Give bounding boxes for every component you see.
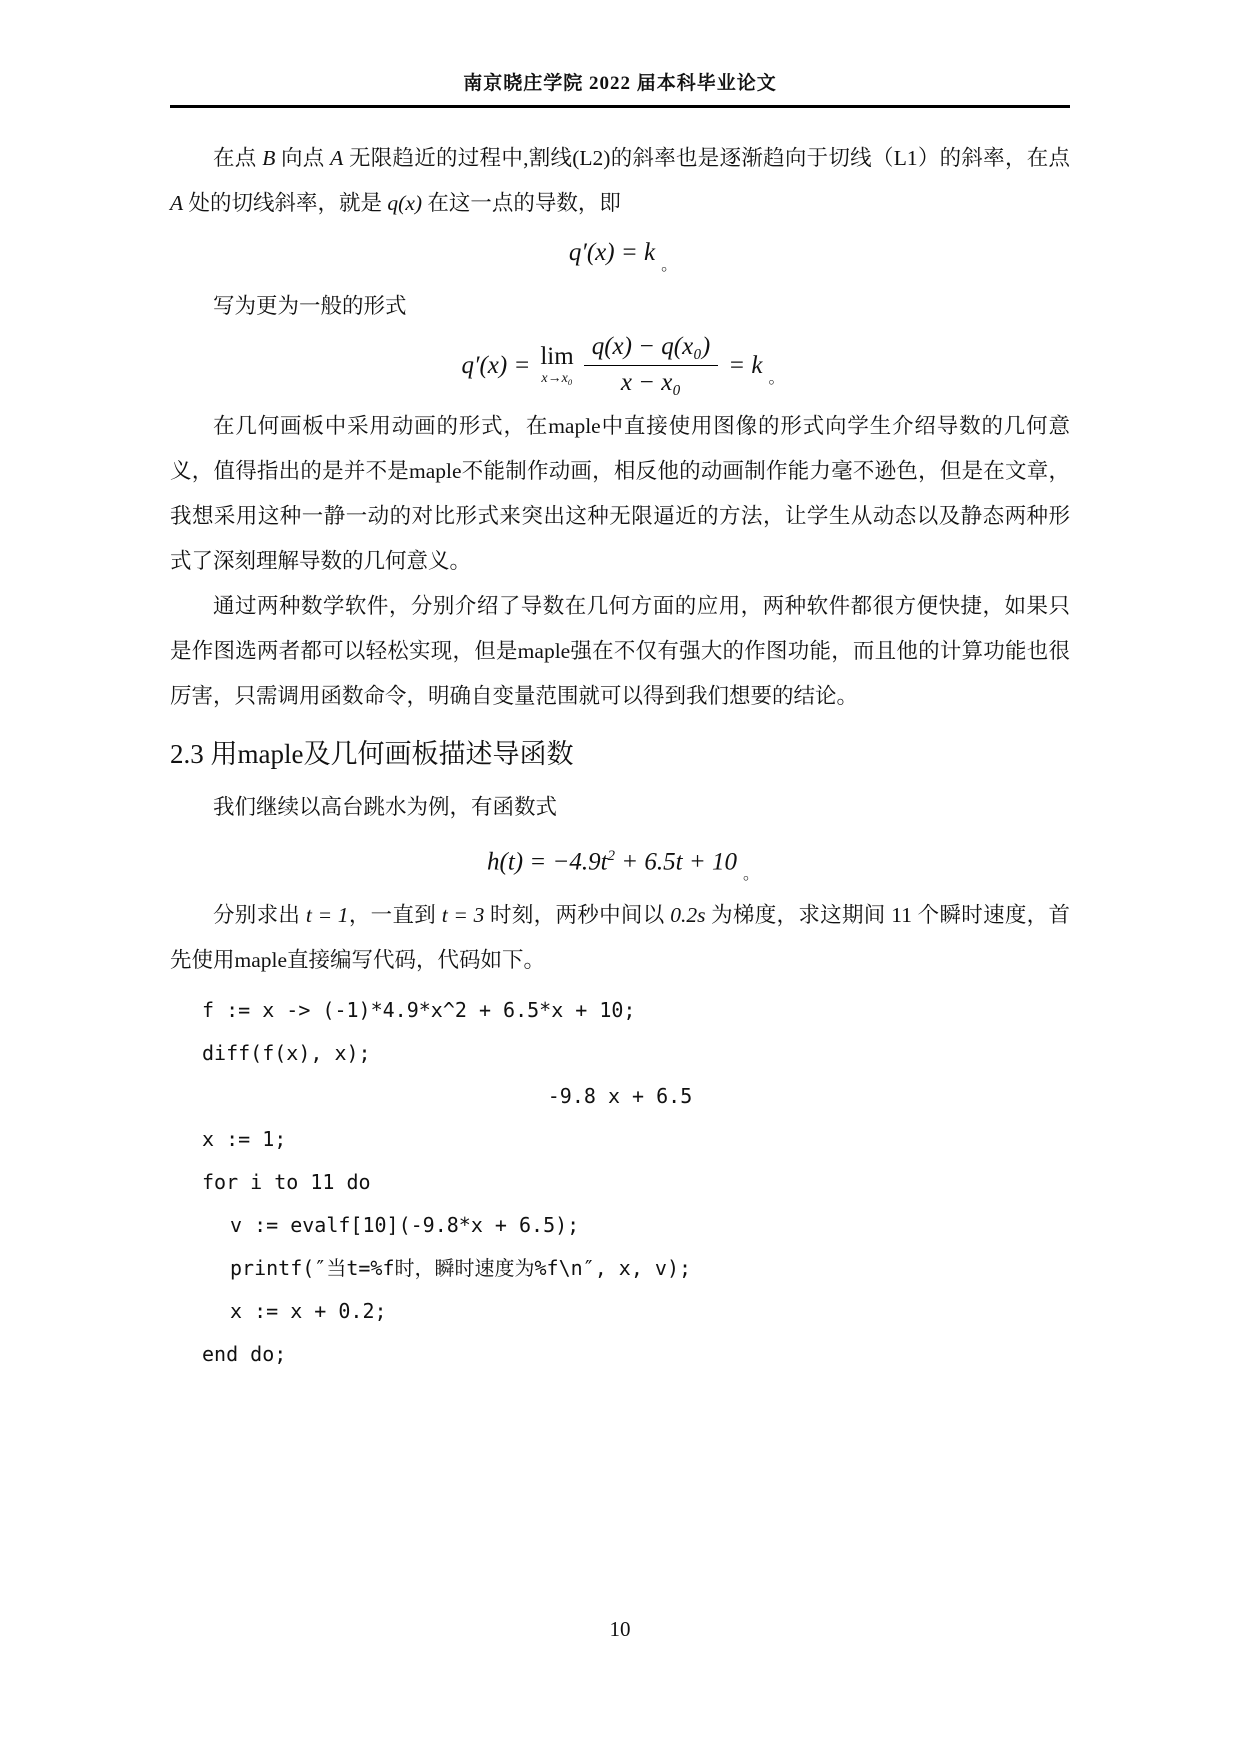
limit-subscript: x→x₀ [541,371,573,387]
paragraph-instantaneous-speed [170,893,1070,983]
formula-derivative-equals-k [170,230,1070,278]
math-inline-B: B [262,146,276,170]
formula-period: 。 [768,369,785,387]
code-line-evalf: v := evalf[10](-9.8*x + 6.5); [230,1212,580,1237]
formula-rhs: = k [728,351,763,379]
formula-period: 。 [661,257,678,274]
limit-block [540,344,573,386]
text-run: 在这一点的导数，即 [422,191,621,215]
code-output-derivative: -9.8 x + 6.5 [547,1083,693,1108]
code-line-for-loop: for i to 11 do [202,1169,371,1194]
text-run: 向点 [275,146,331,170]
formula-lhs: q′(x) = [461,351,531,379]
code-line-diff: diff(f(x), x); [202,1040,371,1065]
math-inline-A: A [330,146,344,170]
page-header [0,0,1240,108]
formula-expression: q′(x) = k [568,239,656,266]
formula-period: 。 [742,865,759,883]
limit-word: lim [540,343,574,371]
paragraph-diving-example: 我们继续以高台跳水为例，有函数式 [213,794,558,819]
text-run: 时刻，两秒中间以 [484,902,671,927]
fraction [584,333,719,398]
text-run: 为梯度，求这期间 11 个瞬时速度，首先使用maple直接编写代码，代码如下。 [170,902,1070,972]
page-number: 10 [609,1617,631,1641]
text-run: 处的切线斜率，就是 [183,191,388,215]
code-line-x-init: x := 1; [202,1126,287,1151]
code-line-end-do: end do; [202,1341,287,1366]
text-run: 无限趋近的过程中,割线(L2)的斜率也是逐渐趋向于切线（L1）的斜率，在点 [343,146,1070,170]
formula-limit-definition [170,333,1070,398]
formula-post: + 6.5t + 10 [615,847,737,875]
paragraph-derivative-intro [170,136,1070,226]
text-run: 分别求出 [213,902,306,927]
code-line-printf: printf(″当t=%f时，瞬时速度为%f\n″, x, v); [230,1255,692,1280]
text-run: ，一直到 [348,902,442,927]
math-inline-qx: q(x) [387,191,423,215]
formula-pre: h(t) = −4.9t [487,847,608,875]
math-inline-02s: 0.2s [670,902,706,927]
header-title: 南京晓庄学院 2022 届本科毕业论文 [463,73,777,94]
maple-code-block [170,989,1070,1376]
page-content [0,108,1240,1376]
page-footer [0,1617,1240,1642]
formula-row [462,333,763,398]
text-run: 在点 [213,146,263,170]
math-inline-t1: t = 1 [305,902,349,927]
formula-superscript: 2 [607,847,616,864]
paragraph-general-form: 写为更为一般的形式 [213,294,407,318]
paragraph-two-software: 通过两种数学软件，分别介绍了导数在几何方面的应用，两种软件都很方便快捷，如果只是作图选两者都可以轻松实现，但是maple强在不仅有强大的作图功能，而且他的计算功能也很厉害，只需调用函数命令，明确自变量范围就可以得到我们想要的结论。 [170,593,1070,708]
formula-height-function [170,834,1070,887]
math-inline-t3: t = 3 [441,902,485,927]
code-line-x-increment: x := x + 0.2; [230,1298,387,1323]
fraction-numerator: q(x) − q(x₀) [584,333,719,366]
paragraph-animation-comparison: 在几何画板中采用动画的形式，在maple中直接使用图像的形式向学生介绍导数的几何意义，值得指出的是并不是maple不能制作动画，相反他的动画制作能力毫不逊色，但是在文章，我想采用这种一静一动的对比形式来突出这种无限逼近的方法，让学生从动态以及静态两种形式了深刻理解导数的几何意义。 [170,413,1070,573]
fraction-denominator: x − x₀ [620,368,682,396]
math-inline-A2: A [170,191,184,215]
section-heading-2-3: 2.3 用maple及几何画板描述导函数 [170,738,574,769]
code-line-function-def: f := x -> (-1)*4.9*x^2 + 6.5*x + 10; [202,997,636,1022]
